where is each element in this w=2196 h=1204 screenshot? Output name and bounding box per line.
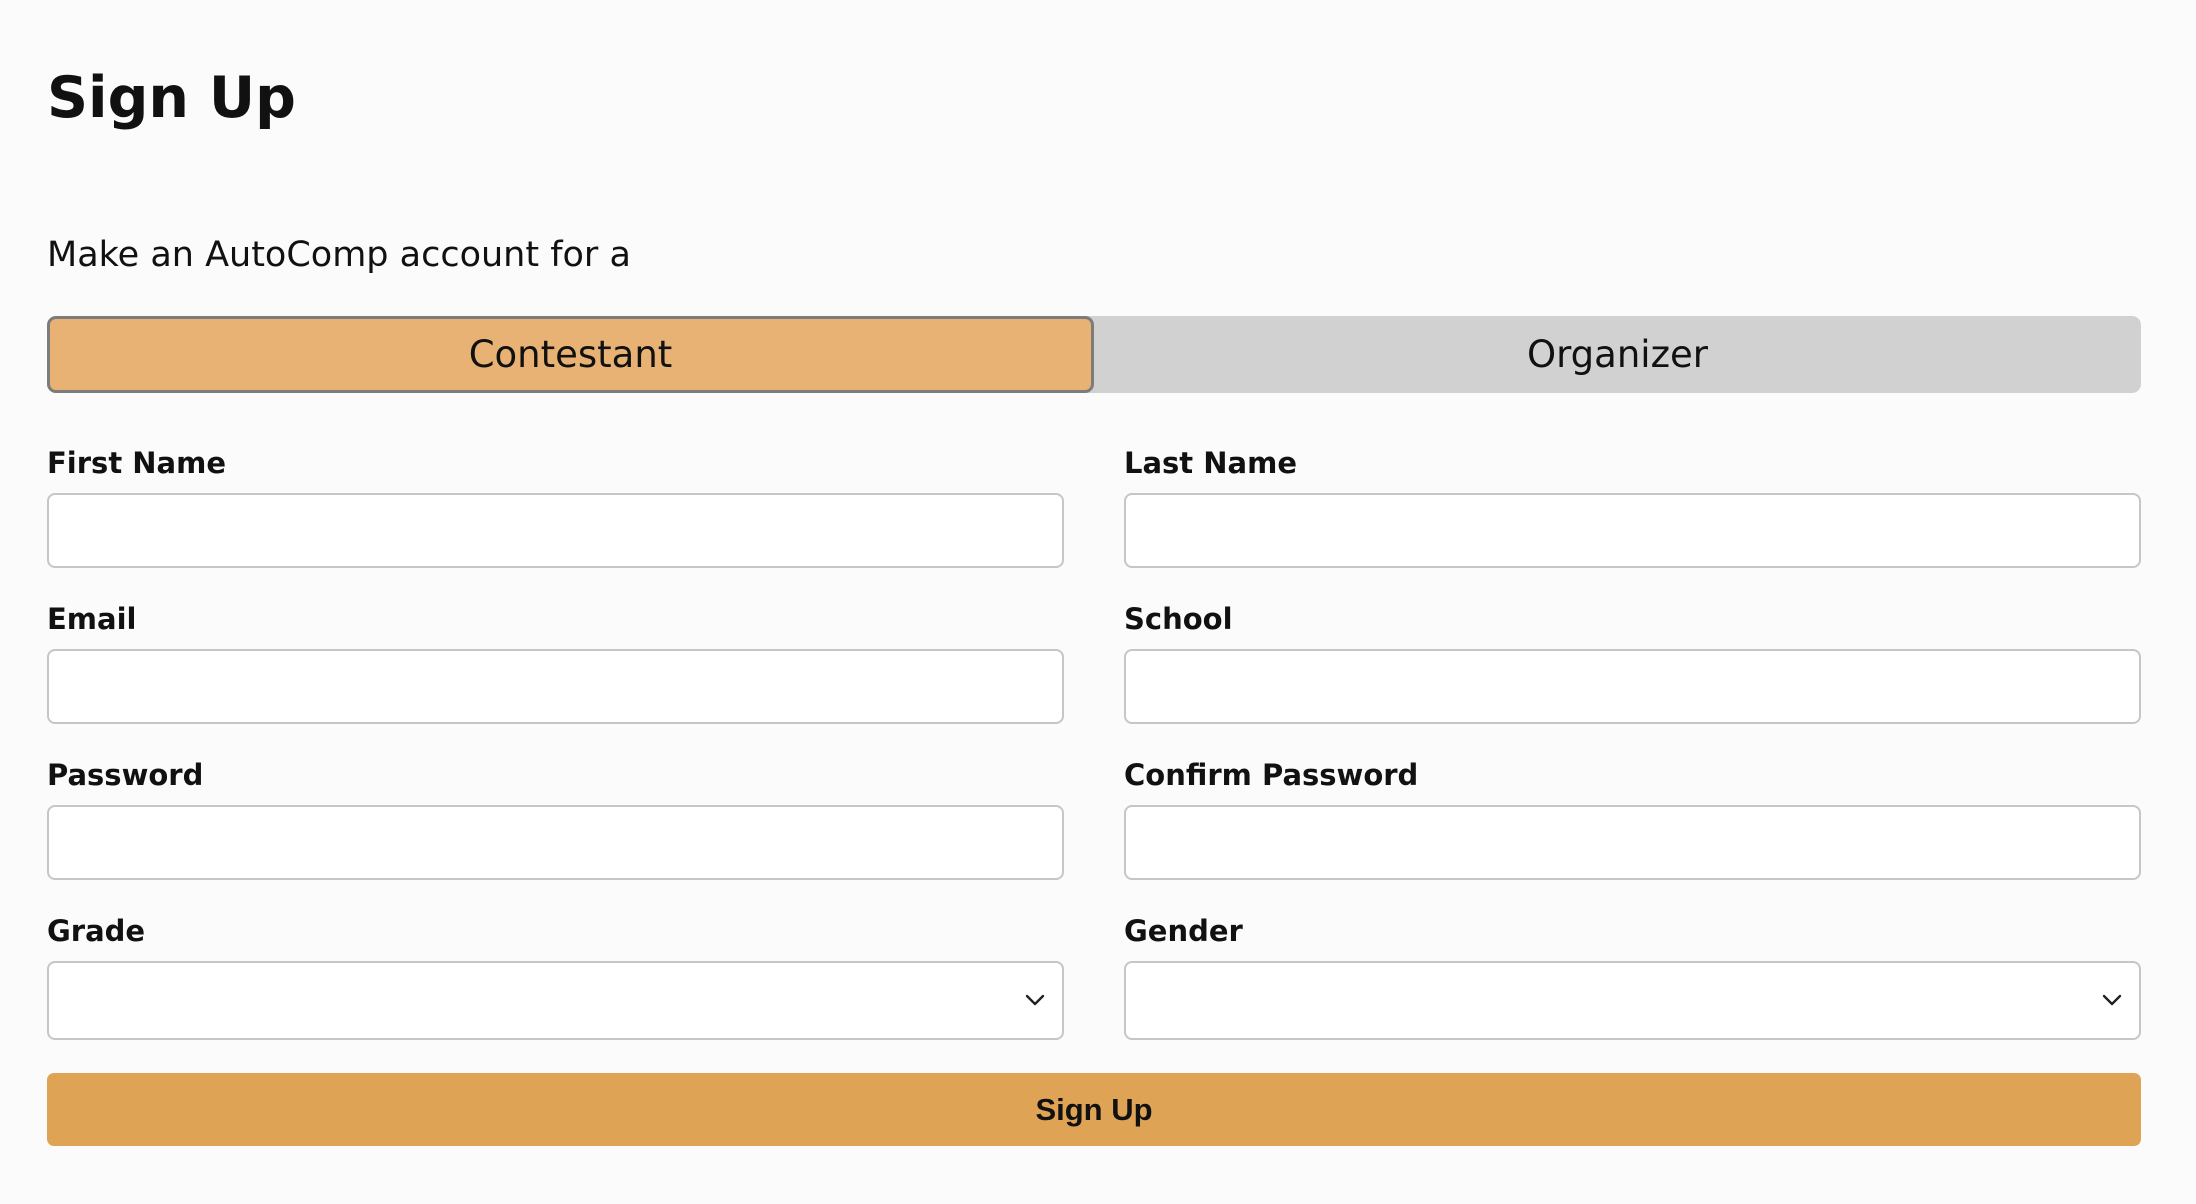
- grade-select[interactable]: [47, 961, 1064, 1040]
- gender-group: [1124, 913, 2141, 1040]
- sign-up-button[interactable]: Sign Up: [47, 1073, 2141, 1146]
- last-name-label: Last Name: [1124, 446, 1297, 480]
- password-input[interactable]: [47, 805, 1064, 880]
- email-group: [47, 601, 1064, 724]
- page-title: Sign Up: [47, 65, 296, 131]
- gender-label: Gender: [1124, 914, 1243, 948]
- role-option-organizer[interactable]: Organizer: [1527, 333, 1708, 376]
- password-label: Password: [47, 758, 204, 792]
- chevron-down-icon: [2101, 989, 2123, 1011]
- gender-select[interactable]: [1124, 961, 2141, 1040]
- grade-group: [47, 913, 1064, 1040]
- role-option-contestant[interactable]: Contestant: [47, 316, 1094, 393]
- last-name-input[interactable]: [1124, 493, 2141, 568]
- role-toggle: [47, 316, 2141, 393]
- first-name-label: First Name: [47, 446, 226, 480]
- confirm-password-input[interactable]: [1124, 805, 2141, 880]
- password-group: [47, 757, 1064, 880]
- last-name-group: [1124, 445, 2141, 568]
- email-input[interactable]: [47, 649, 1064, 724]
- school-input[interactable]: [1124, 649, 2141, 724]
- confirm-password-group: [1124, 757, 2141, 880]
- email-label: Email: [47, 602, 137, 636]
- confirm-password-label: Confirm Password: [1124, 758, 1419, 792]
- intro-text: Make an AutoComp account for a: [47, 235, 631, 275]
- school-label: School: [1124, 602, 1233, 636]
- school-group: [1124, 601, 2141, 724]
- chevron-down-icon: [1024, 989, 1046, 1011]
- first-name-input[interactable]: [47, 493, 1064, 568]
- first-name-group: [47, 445, 1064, 568]
- grade-label: Grade: [47, 914, 146, 948]
